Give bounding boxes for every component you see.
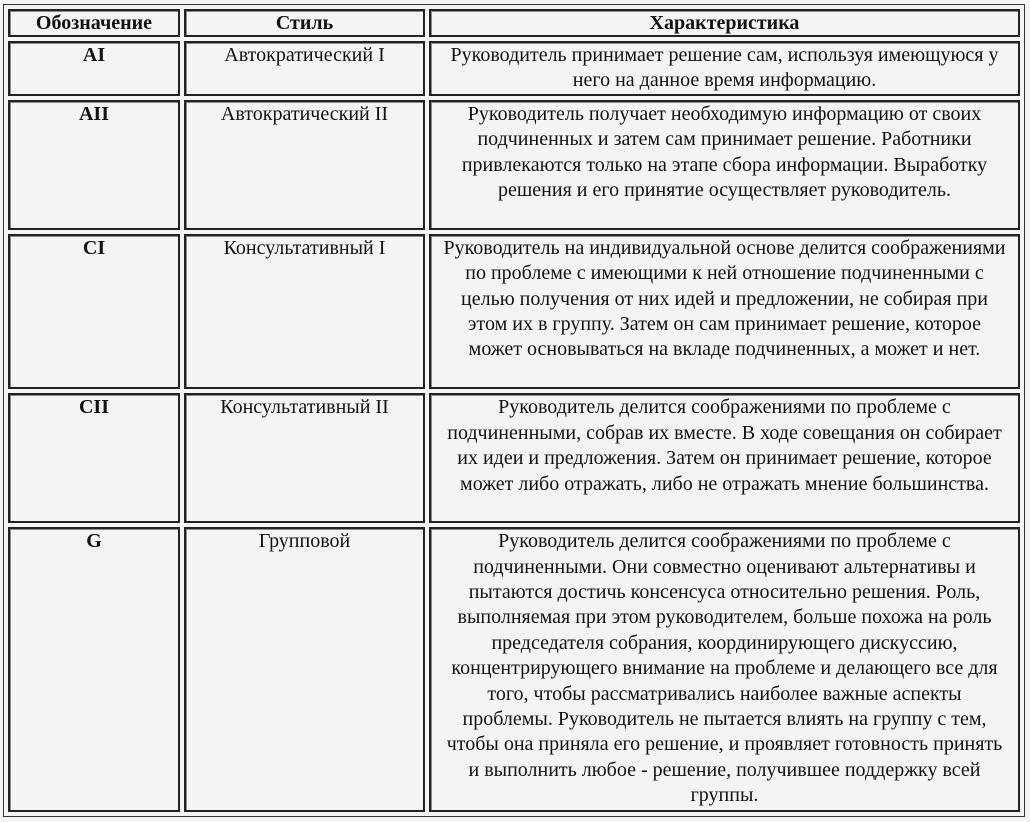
table-row — [8, 234, 1020, 390]
row-code: CI — [8, 234, 180, 390]
row-code: AI — [8, 41, 180, 96]
header-description: Характеристика — [429, 9, 1020, 37]
table-row — [8, 527, 1020, 812]
row-style: Консультативный I — [184, 234, 425, 390]
row-style: Автократический II — [184, 100, 425, 230]
row-description: Руководитель делится соображениями по проблеме с подчиненными, собрав их вместе. В ходе совещания он собирает их идеи и предложения. Затем он принимает решение, которое может либо отражать, либо не отражать мнение большинства. — [429, 393, 1020, 523]
decision-styles-table — [4, 5, 1024, 816]
header-row — [8, 9, 1020, 37]
table-row — [8, 393, 1020, 523]
decision-styles-table-container — [3, 4, 1025, 817]
row-description: Руководитель принимает решение сам, используя имеющуюся у него на данное время информацию. — [429, 41, 1020, 96]
table-row — [8, 41, 1020, 96]
row-description: Руководитель делится соображениями по проблеме с подчиненными. Они совместно оценивают альтернативы и пытаются достичь консенсуса относительно решения. Роль, выполняемая при этом руководителем, больше похожа на роль председателя собрания, координирующего дискуссию, концентрирующего внимание на проблеме и делающего все для того, чтобы рассматривались наиболее важные аспекты проблемы. Руководитель не пытается влиять на группу с тем, чтобы она приняла его решение, и проявляет готовность принять и выполнить любое - решение, получившее поддержку всей группы. — [429, 527, 1020, 812]
row-style: Консультативный II — [184, 393, 425, 523]
row-code: AII — [8, 100, 180, 230]
table-row — [8, 100, 1020, 230]
row-code: G — [8, 527, 180, 812]
row-style: Автократический I — [184, 41, 425, 96]
row-description: Руководитель на индивидуальной основе делится соображениями по проблеме с имеющими к ней отношение подчиненными с целью получения от них идей и предложении, не собирая при этом их в группу. Затем он сам принимает решение, которое может основываться на вкладе подчиненных, а может и нет. — [429, 234, 1020, 390]
row-code: CII — [8, 393, 180, 523]
header-style: Стиль — [184, 9, 425, 37]
header-code: Обозначение — [8, 9, 180, 37]
row-description: Руководитель получает необходимую информацию от своих подчиненных и затем сам принимает решение. Работники привлекаются только на этапе сбора информации. Выработку решения и его принятие осуществляет руководитель. — [429, 100, 1020, 230]
row-style: Групповой — [184, 527, 425, 812]
